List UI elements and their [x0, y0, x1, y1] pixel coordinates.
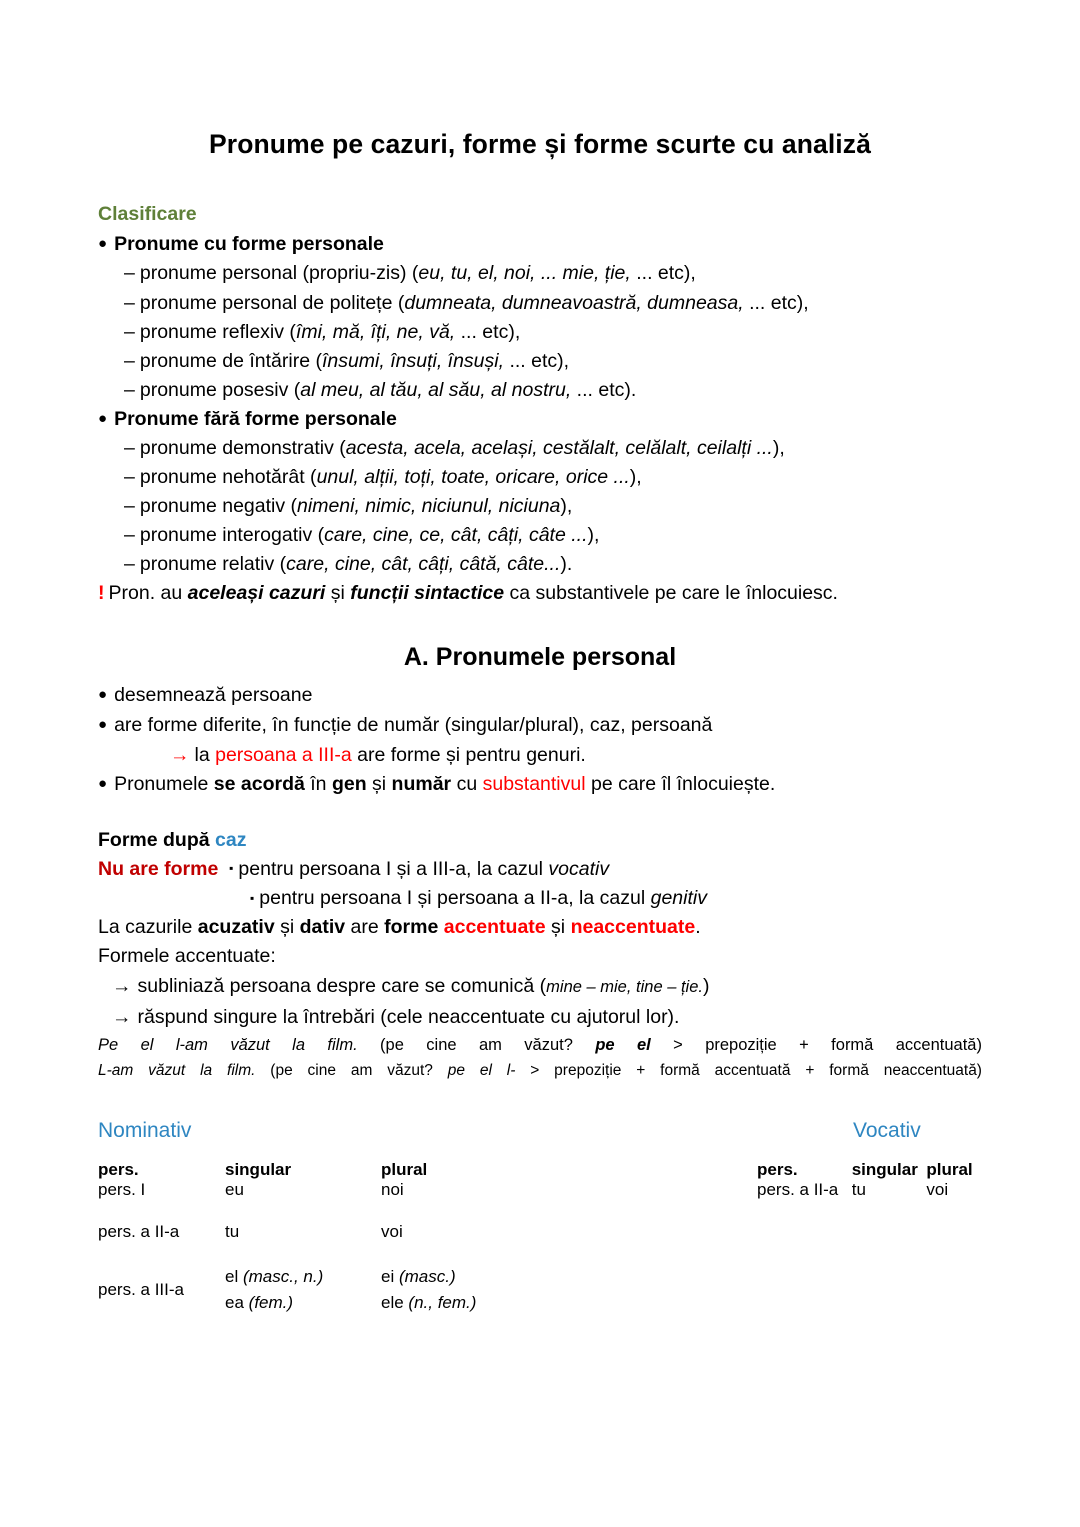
list-item-tail: ... etc),: [504, 349, 570, 372]
example-mid: (pe cine am văzut?: [255, 1061, 448, 1079]
list-item-italic: eu, tu, el, noi, ... mie, ție,: [418, 262, 631, 285]
no-forms-text: pentru persoana I și a III-a, la cazul: [238, 857, 549, 880]
column-header-plural: plural: [381, 1160, 428, 1180]
accent-point-tail: ): [702, 975, 710, 998]
note-part-1: Pron. au: [108, 582, 188, 604]
list-item-italic: acesta, acela, același, cestălalt, celălalt, ceilalți ...: [345, 436, 773, 459]
section-a-agreement: [98, 770, 982, 800]
bullet-dot-icon: ●: [98, 715, 108, 733]
list-item-text: pronume interogativ (: [139, 523, 325, 546]
list-item-italic: care, cine, cât, câți, câtă, câte...: [286, 552, 561, 575]
list-item: [98, 289, 982, 318]
dash-glyph: –: [124, 465, 135, 488]
accent-point: [98, 971, 982, 1001]
list-item-text: pronume relativ (: [139, 552, 287, 575]
section-a-bullet: [98, 681, 982, 711]
form-note: (masc., n.): [242, 1267, 324, 1287]
dash-glyph: –: [124, 552, 135, 575]
agreement-p3: și: [366, 773, 392, 796]
agreement-p4: cu: [451, 773, 483, 796]
accent-point-italic: mine – mie, tine – ție.: [546, 978, 703, 997]
vocativ-grid: [757, 1160, 982, 1200]
no-forms-label: Nu are forme: [98, 857, 219, 880]
list-item: [98, 521, 982, 550]
list-item-text: pronume demonstrativ (: [139, 436, 346, 459]
list-item-tail: ).: [560, 552, 573, 575]
list-item-text: pronume personal (propriu-zis) (: [139, 262, 419, 285]
cases-red1: accentuate: [443, 916, 546, 939]
table-row: [98, 1264, 541, 1315]
dash-glyph: –: [124, 378, 135, 401]
cell-singular: tu: [225, 1222, 240, 1242]
arrow-right-icon: →: [170, 743, 190, 766]
bullet-text: are forme diferite, în funcție de număr (singular/plural), caz, persoană: [114, 713, 713, 736]
list-item-text: pronume personal de politețe (: [139, 291, 405, 314]
no-forms-row: [98, 855, 982, 884]
dash-glyph: –: [124, 494, 135, 517]
heading-forme-dupa-caz: [98, 826, 982, 855]
list-item-text: pronume de întărire (: [139, 349, 322, 372]
cell-plural: voi: [926, 1180, 949, 1200]
example-lead: L-am văzut la film.: [98, 1061, 256, 1079]
cases-p5: și: [545, 916, 571, 939]
column-header-singular: singular: [225, 1160, 292, 1180]
form-value: ele: [381, 1292, 404, 1312]
arrow-note-pre: la: [194, 743, 216, 766]
table-row: [98, 1180, 541, 1222]
list-item-italic: care, cine, ce, cât, câți, câte ...: [324, 523, 588, 546]
no-forms-row: [98, 884, 982, 913]
list-item: [98, 492, 982, 521]
form-note: (masc.): [398, 1267, 456, 1287]
dash-glyph: –: [124, 349, 135, 372]
cell-plural: [381, 1264, 541, 1315]
form-value: ei: [381, 1267, 395, 1287]
case-title-vocativ: Vocativ: [853, 1119, 921, 1143]
list-item-tail: ),: [587, 523, 600, 546]
arrow-right-icon: →: [112, 975, 132, 998]
cases-p6: .: [695, 916, 701, 939]
cell-singular: [225, 1264, 381, 1315]
list-item-italic: însumi, însuți, însuși,: [321, 349, 505, 372]
note-emphasis-2: funcții sintactice: [350, 582, 505, 604]
list-item-text: pronume negativ (: [139, 494, 298, 517]
list-item: [98, 259, 982, 288]
table-row: [98, 1222, 541, 1264]
form-value: el: [225, 1267, 239, 1287]
list-item-text: pronume posesiv (: [139, 378, 301, 401]
list-item-italic: nimeni, nimic, niciunul, niciuna: [297, 494, 561, 517]
agreement-p5: pe care îl înlocuiește.: [585, 773, 776, 796]
example-lead: Pe el l-am văzut la film.: [98, 1036, 358, 1055]
cases-b3: forme: [384, 916, 439, 939]
cell-line: [381, 1264, 541, 1290]
list-item: [98, 347, 982, 376]
note-part-2: și: [325, 582, 351, 604]
agreement-b3: număr: [391, 773, 452, 796]
group-2-label: Pronume fără forme personale: [114, 407, 397, 430]
caz-highlight: caz: [215, 828, 247, 851]
bullet-dot-icon: ●: [98, 775, 108, 793]
dash-glyph: –: [124, 291, 135, 314]
no-forms-text: pentru persoana I și persoana a II-a, la cazul: [259, 887, 651, 910]
example-tail: > prepoziție + formă accentuată): [650, 1036, 982, 1055]
classification-note: [98, 579, 982, 608]
cell-plural: noi: [381, 1180, 404, 1200]
list-item-tail: ... etc).: [571, 378, 637, 401]
dash-glyph: –: [124, 320, 135, 343]
cell-plural: voi: [381, 1222, 403, 1242]
agreement-b1: se acordă: [213, 773, 305, 796]
list-item-italic: dumneata, dumneavoastră, dumneasa,: [404, 291, 744, 314]
section-a-bullet: [98, 711, 982, 741]
column-header-singular: singular: [851, 1160, 918, 1180]
list-item-tail: ... etc),: [743, 291, 809, 314]
accent-point-text: subliniază persoana despre care se comunică (: [137, 975, 547, 998]
dash-glyph: –: [124, 523, 135, 546]
cell-line: [225, 1264, 381, 1290]
case-title-nominativ: Nominativ: [98, 1119, 192, 1143]
list-item: [98, 318, 982, 347]
cases-b1: acuzativ: [197, 916, 275, 939]
example-sentence: [98, 1059, 982, 1084]
list-item-tail: ),: [772, 436, 785, 459]
agreement-p1: Pronumele: [114, 773, 214, 796]
declension-tables: [98, 1119, 982, 1379]
table-vocativ: [757, 1119, 982, 1200]
form-note: (n., fem.): [408, 1292, 477, 1312]
accent-point-text: răspund singure la întrebări (cele neaccentuate cu ajutorul lor).: [137, 1005, 680, 1028]
no-forms-case: vocativ: [548, 857, 610, 880]
form-value: ea: [225, 1292, 244, 1312]
bullet-dot-icon: ●: [98, 235, 108, 253]
nominativ-grid: [98, 1160, 541, 1315]
heading-clasificare: Clasificare: [98, 203, 197, 226]
table-row: [757, 1180, 982, 1200]
section-a-arrow-note: [98, 741, 982, 771]
bullet-dot-icon: ●: [98, 686, 108, 704]
table-nominativ: [98, 1119, 541, 1315]
column-header-pers: pers.: [757, 1160, 798, 1180]
cell-pers: pers. a III-a: [98, 1279, 184, 1299]
list-item-text: pronume reflexiv (: [139, 320, 296, 343]
cell-pers: pers. I: [98, 1180, 146, 1200]
dash-glyph: –: [124, 262, 135, 285]
table-header-row: [98, 1160, 541, 1180]
example-mid: (pe cine am văzut?: [357, 1036, 596, 1055]
list-item: [98, 434, 982, 463]
example-tail: > prepoziție + formă accentuată + formă neaccentuată): [515, 1061, 982, 1079]
cases-p1: La cazurile: [98, 916, 198, 939]
table-header-row: [757, 1160, 982, 1180]
cell-singular: eu: [225, 1180, 244, 1200]
square-bullet-icon: ▪: [229, 861, 234, 876]
cases-b2: dativ: [299, 916, 346, 939]
group-heading-pronume-fara-forme-personale: [98, 405, 982, 434]
cases-p3: are: [345, 916, 385, 939]
arrow-note-post: are forme și pentru genuri.: [351, 743, 586, 766]
agreement-p2: în: [304, 773, 332, 796]
section-a-title: A. Pronumele personal: [403, 643, 677, 672]
exclamation-icon: !: [98, 582, 105, 604]
no-forms-case: genitiv: [650, 887, 707, 910]
list-item-tail: ),: [629, 465, 642, 488]
forme-dupa-label: Forme după: [98, 828, 216, 851]
example-emphasis: pe el: [595, 1036, 651, 1055]
cell-pers: pers. a II-a: [98, 1222, 180, 1242]
cell-line: [381, 1290, 541, 1316]
note-emphasis-1: aceleași cazuri: [187, 582, 326, 604]
example-sentence: [98, 1032, 982, 1058]
accent-point: [98, 1002, 982, 1032]
square-bullet-icon: ▪: [250, 890, 255, 905]
arrow-right-icon: →: [112, 1005, 132, 1028]
list-item: [98, 463, 982, 492]
cases-red2: neaccentuate: [570, 916, 696, 939]
list-item-tail: ... etc),: [630, 262, 696, 285]
cases-p2: și: [274, 916, 300, 939]
column-header-plural: plural: [926, 1160, 973, 1180]
group-heading-pronume-cu-forme-personale: [98, 230, 982, 259]
cell-pers: pers. a II-a: [757, 1180, 839, 1200]
cell-line: [225, 1290, 381, 1316]
list-item-italic: al meu, al tău, al său, al nostru,: [300, 378, 572, 401]
cell-singular: tu: [851, 1180, 866, 1200]
spacer: [98, 800, 982, 826]
bullet-text: desemnează persoane: [114, 684, 313, 707]
note-part-3: ca substantivele pe care le înlocuiesc.: [504, 582, 838, 604]
list-item-italic: unul, alții, toți, toate, oricare, orice ...: [316, 465, 630, 488]
cases-accent-line: [98, 913, 982, 942]
form-note: (fem.): [248, 1292, 294, 1312]
list-item-tail: ),: [560, 494, 573, 517]
list-item-text: pronume nehotărât (: [139, 465, 317, 488]
list-item-tail: ... etc),: [455, 320, 521, 343]
agreement-highlight: substantivul: [482, 773, 586, 796]
document-content: [98, 128, 982, 1379]
bullet-dot-icon: ●: [98, 409, 108, 427]
dash-glyph: –: [124, 436, 135, 459]
example-emphasis: pe el l-: [447, 1061, 516, 1079]
agreement-b2: gen: [331, 773, 367, 796]
list-item: [98, 376, 982, 405]
group-1-label: Pronume cu forme personale: [114, 233, 384, 256]
page-title: Pronume pe cazuri, forme și forme scurte cu analiză: [209, 129, 871, 159]
formele-accentuate-label: Formele accentuate:: [98, 945, 276, 968]
arrow-note-highlight: persoana a III-a: [215, 743, 352, 766]
list-item-italic: îmi, mă, îți, ne, vă,: [295, 320, 456, 343]
list-item: [98, 550, 982, 579]
column-header-pers: pers.: [98, 1160, 139, 1180]
